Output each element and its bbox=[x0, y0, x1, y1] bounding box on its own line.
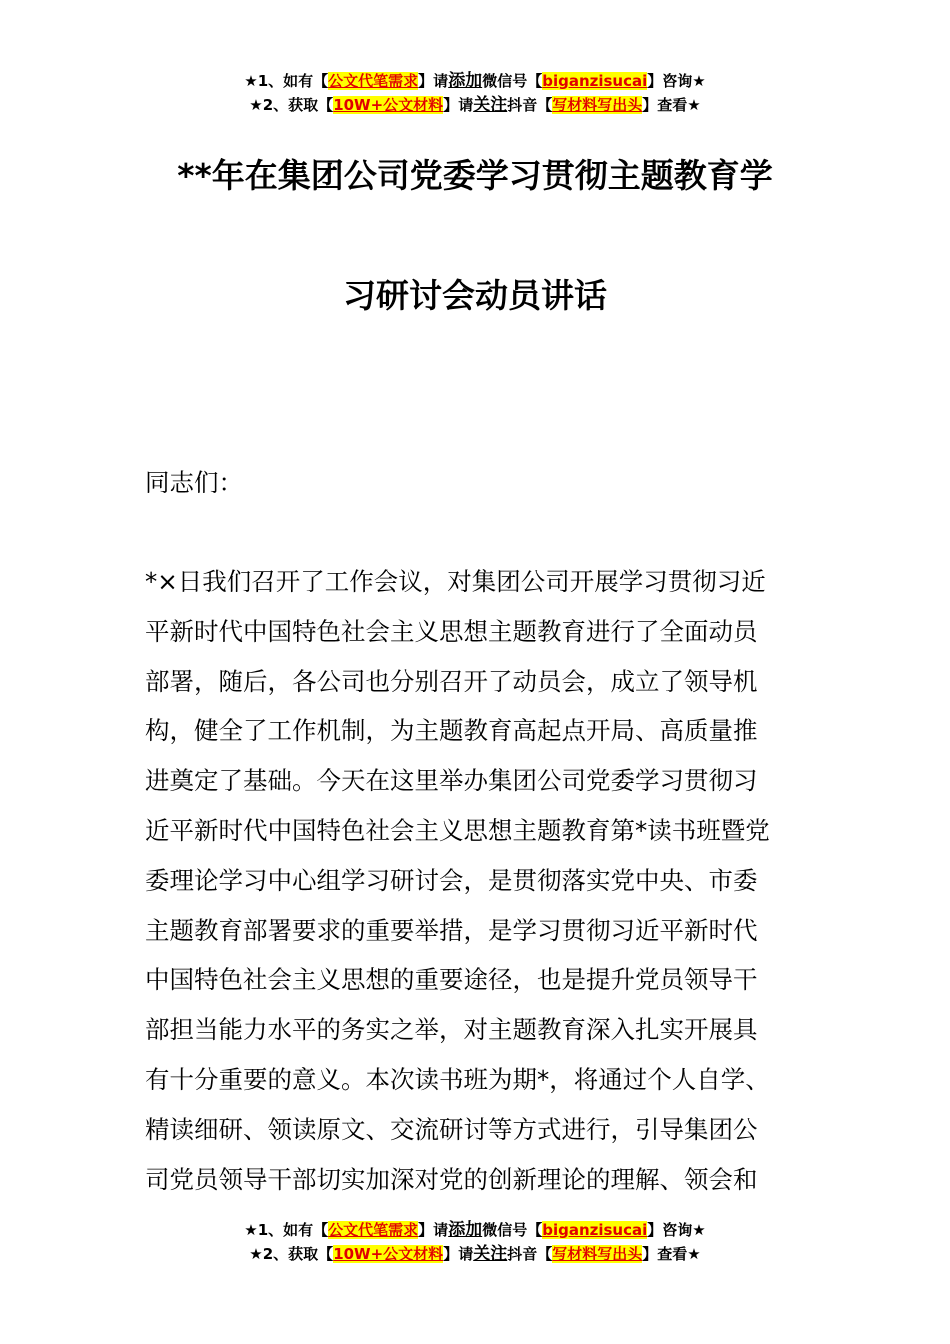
paragraph-line: 进奠定了基础。今天在这里举办集团公司党委学习贯彻习 bbox=[145, 766, 758, 796]
salutation: 同志们： bbox=[145, 468, 243, 497]
banner-line-1: ★1、如有【公文代笔需求】请添加微信号【biganzisucai】咨询★ bbox=[244, 1220, 706, 1240]
paragraph-line: 有十分重要的意义。本次读书班为期*，将通过个人自学、 bbox=[145, 1064, 770, 1094]
top-banner bbox=[0, 69, 950, 117]
document-title-line-2: 习研讨会动员讲话 bbox=[343, 276, 607, 315]
banner-line-1: ★1、如有【公文代笔需求】请添加微信号【biganzisucai】咨询★ bbox=[244, 71, 706, 91]
document-title-line-1: **年在集团公司党委学习贯彻主题教育学 bbox=[177, 156, 773, 195]
paragraph-line: 近平新时代中国特色社会主义思想主题教育第*读书班暨党 bbox=[145, 815, 770, 845]
paragraph-line: 委理论学习中心组学习研讨会，是贯彻落实党中央、市委 bbox=[145, 865, 758, 895]
paragraph-line: 精读细研、领读原文、交流研讨等方式进行，引导集团公 bbox=[145, 1114, 758, 1144]
paragraph-line: 平新时代中国特色社会主义思想主题教育进行了全面动员 bbox=[145, 616, 758, 646]
paragraph-line: 中国特色社会主义思想的重要途径，也是提升党员领导干 bbox=[145, 965, 758, 995]
banner-line-2: ★2、获取【10W+公文材料】请关注抖音【写材料写出头】查看★ bbox=[249, 95, 701, 115]
paragraph-line: 部担当能力水平的务实之举，对主题教育深入扎实开展具 bbox=[145, 1015, 758, 1045]
banner-line-2: ★2、获取【10W+公文材料】请关注抖音【写材料写出头】查看★ bbox=[249, 1244, 701, 1264]
paragraph-line: 主题教育部署要求的重要举措，是学习贯彻习近平新时代 bbox=[145, 915, 758, 945]
paragraph-line: 司党员领导干部切实加深对党的创新理论的理解、领会和 bbox=[145, 1164, 758, 1194]
paragraph-line: 部署，随后，各公司也分别召开了动员会，成立了领导机 bbox=[145, 666, 758, 696]
body-paragraph bbox=[145, 557, 825, 1204]
bottom-banner bbox=[0, 1218, 950, 1266]
paragraph-line: *×日我们召开了工作会议，对集团公司开展学习贯彻习近 bbox=[145, 567, 766, 596]
paragraph-line: 构，健全了工作机制，为主题教育高起点开局、高质量推 bbox=[145, 716, 758, 746]
